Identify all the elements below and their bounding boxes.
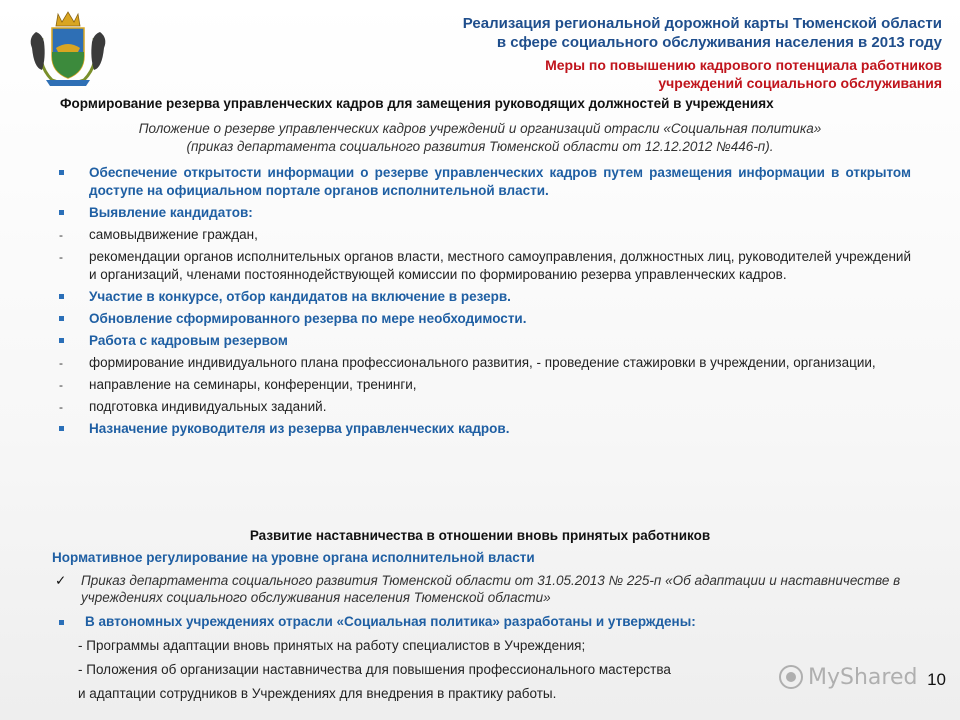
- header-subtitle-line1: Меры по повышению кадрового потенциала работников: [545, 57, 942, 73]
- square-bullet-icon: [55, 204, 89, 222]
- regulation-line1: Положение о резерве управленческих кадров учреждений и организаций отрасли «Социальная политика»: [138, 121, 822, 136]
- square-bullet-icon: [55, 310, 89, 328]
- square-bullet-icon: [55, 420, 89, 438]
- section1-regulation: [40, 120, 920, 156]
- dash-marker: -: [59, 400, 63, 414]
- header-title-line2: в сфере социального обслуживания населения в 2013 году: [496, 34, 942, 51]
- dash-item: [55, 226, 911, 244]
- item-text: Обеспечение открытости информации о резерве управленческих кадров путем размещения информации в открытом доступе на официальном портале органов исполнительной власти.: [89, 165, 911, 198]
- dash-item: [55, 354, 911, 372]
- item-text: подготовка индивидуальных заданий.: [89, 399, 327, 414]
- normative-regulation-title: Нормативное регулирование на уровне органа исполнительной власти: [52, 550, 535, 565]
- section1-list: [55, 164, 911, 442]
- item-text: рекомендации органов исполнительных органов власти, местного самоуправления, должностных лиц, руководителей учреждений и организаций, членами постояннодействующей комиссии по формированию резерва управленческих кадров.: [89, 249, 911, 282]
- programs-line2: - Положения об организации наставничества для повышения профессионального мастерства: [78, 662, 671, 677]
- myshared-logo-icon: [778, 664, 804, 690]
- header-title: [322, 14, 942, 52]
- section1-title: Формирование резерва управленческих кадров для замещения руководящих должностей в учреждениях: [60, 96, 774, 111]
- section2-title: Развитие наставничества в отношении вновь принятых работников: [249, 528, 711, 543]
- watermark-text: MyShared: [808, 664, 918, 690]
- programs-line3: и адаптации сотрудников в Учреждениях для внедрения в практику работы.: [78, 686, 557, 701]
- square-bullet-icon: [55, 332, 89, 350]
- dash-marker: -: [59, 250, 63, 264]
- square-bullet-icon: [55, 614, 85, 629]
- header-title-line1: Реализация региональной дорожной карты Тюменской области: [462, 15, 942, 32]
- dash-marker: -: [59, 356, 63, 370]
- bullet-item: [55, 164, 911, 200]
- bullet-item: [55, 332, 911, 350]
- bullet-item: [55, 420, 911, 438]
- autonomous-item: [55, 614, 905, 629]
- square-bullet-icon: [55, 288, 89, 306]
- header-subtitle-line2: учреждений социального обслуживания: [658, 75, 942, 91]
- bullet-item: [55, 204, 911, 222]
- item-text: Назначение руководителя из резерва управленческих кадров.: [89, 421, 510, 436]
- item-text: Участие в конкурсе, отбор кандидатов на включение в резерв.: [89, 289, 511, 304]
- item-text: формирование индивидуального плана профессионального развития, - проведение стажировки в учреждении, организации,: [89, 355, 876, 370]
- dash-item: [55, 398, 911, 416]
- item-text: Выявление кандидатов:: [89, 205, 253, 220]
- regulation-line2: (приказ департамента социального развития Тюменской области от 12.12.2012 №446-п).: [186, 139, 774, 154]
- tyumen-coat-of-arms-icon: [22, 8, 114, 88]
- programs-line1: - Программы адаптации вновь принятых на работу специалистов в Учреждения;: [78, 638, 586, 653]
- item-text: самовыдвижение граждан,: [89, 227, 258, 242]
- bullet-item: [55, 288, 911, 306]
- item-text: Работа с кадровым резервом: [89, 333, 288, 348]
- dash-item: [55, 376, 911, 394]
- dash-marker: -: [59, 378, 63, 392]
- header-subtitle: [322, 56, 942, 92]
- autonomous-text: В автономных учреждениях отрасли «Социальная политика» разработаны и утверждены:: [85, 614, 696, 629]
- item-text: направление на семинары, конференции, тренинги,: [89, 377, 417, 392]
- dash-item: [55, 248, 911, 284]
- order-item: [55, 572, 905, 606]
- item-text: Обновление сформированного резерва по мере необходимости.: [89, 311, 527, 326]
- dash-marker: -: [59, 228, 63, 242]
- square-bullet-icon: [55, 164, 89, 200]
- checkmark-icon: ✓: [55, 573, 67, 588]
- bullet-item: [55, 310, 911, 328]
- order-text: Приказ департамента социального развития Тюменской области от 31.05.2013 № 225-п «Об адаптации и наставничестве в учреждениях социального обслуживания населения Тюменской области»: [81, 573, 901, 605]
- page-number: 10: [927, 670, 946, 689]
- watermark: [778, 662, 928, 692]
